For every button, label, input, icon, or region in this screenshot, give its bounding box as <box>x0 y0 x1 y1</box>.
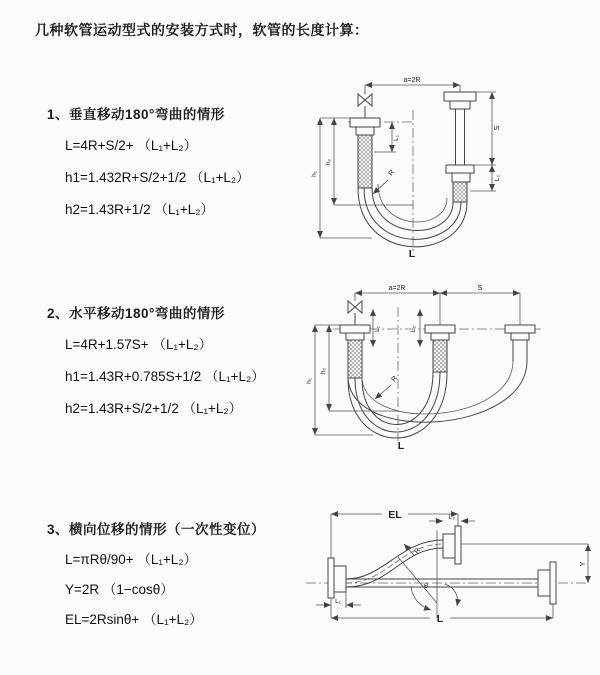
y-label: Y <box>580 561 587 567</box>
dimension-el <box>331 509 458 558</box>
braided-hose <box>453 182 467 202</box>
right-pipe-flanges <box>444 92 476 202</box>
braided-hose <box>433 340 447 372</box>
braided-hose <box>358 135 372 188</box>
section-vertical-180 <box>47 103 250 226</box>
l1-label: L₁ <box>393 135 400 141</box>
dimension-a2r <box>355 285 520 325</box>
bottom-right-flange <box>538 562 556 604</box>
dimension-r <box>373 169 396 194</box>
l-label: L <box>397 440 405 452</box>
r-label: R <box>390 374 400 384</box>
s-label: S <box>477 285 483 292</box>
formula-el: EL=2Rsinθ+ （L₁+L₂） <box>65 612 203 627</box>
l2-label: L₂ <box>494 174 501 182</box>
l1-label: L₁ <box>335 598 341 605</box>
valve-icon <box>358 92 372 118</box>
s-label: S <box>494 125 501 131</box>
u-bend-hose <box>358 184 467 247</box>
dimension-a2r <box>365 77 460 92</box>
diagram-horizontal-180-bend <box>303 281 565 453</box>
l-label: L <box>408 248 416 260</box>
el-label: EL <box>388 509 402 521</box>
diagram-lateral-displacement <box>298 500 600 652</box>
section-3-heading: 3、横向位移的情形（一次性变位） <box>47 522 266 537</box>
theta-label: θ <box>424 583 428 590</box>
a2r-label: a=2R <box>388 285 406 292</box>
dimension-r <box>404 544 422 555</box>
section-2-heading: 2、水平移动180°弯曲的情形 <box>47 306 225 321</box>
dimension-r <box>375 375 399 399</box>
dimension-l1 <box>316 592 361 608</box>
left-pipe-flange <box>340 325 370 378</box>
left-pipe-flange <box>350 118 380 188</box>
valve-icon <box>348 301 362 325</box>
dimension-s <box>440 285 520 293</box>
formula-h2: h2=1.43R+1/2 （L₁+L₂） <box>65 202 215 217</box>
dimension-l <box>331 598 553 625</box>
dimension-l2 <box>429 514 475 521</box>
l1-label: L₁ <box>374 326 381 332</box>
section-horizontal-180 <box>47 302 265 425</box>
diagram-vertical-180-bend <box>312 70 552 262</box>
formula-l: L=4R+S/2+ （L₁+L₂） <box>65 138 198 153</box>
h2-label: h₂ <box>325 158 332 166</box>
h1-label: h₁ <box>306 378 313 384</box>
middle-pipe-flange <box>425 325 455 372</box>
formula-h1: h1=1.43R+0.785S+1/2 （L₁+L₂） <box>65 369 265 384</box>
dimension-h1 <box>306 325 373 435</box>
page-title: 几种软管运动型式的安装方式时，软管的长度计算： <box>35 22 369 38</box>
dimension-y <box>461 544 588 583</box>
h2-label: h₂ <box>320 367 327 375</box>
dimension-l2 <box>410 309 420 347</box>
braided-hose <box>348 340 362 378</box>
dimension-s <box>470 92 501 191</box>
dimension-l1 <box>373 309 381 347</box>
section-lateral-displacement <box>47 518 265 635</box>
top-right-flange <box>443 526 461 564</box>
left-flange <box>328 558 346 598</box>
a2r-label: a=2R <box>403 77 421 84</box>
r-label: R <box>413 547 423 556</box>
formula-h1: h1=1.432R+S/2+1/2 （L₁+L₂） <box>65 170 250 185</box>
section-1-heading: 1、垂直移动180°弯曲的情形 <box>47 107 225 122</box>
curved-hose <box>346 540 443 587</box>
h1-label: h₁ <box>311 171 318 177</box>
formula-h2: h2=1.43R+S/2+1/2 （L₁+L₂） <box>65 401 243 416</box>
l-label: L <box>436 613 444 625</box>
formula-y: Y=2R （1−cosθ） <box>65 582 174 597</box>
r-label: R <box>387 168 397 178</box>
formula-l: L=4R+1.57S+ （L₁+L₂） <box>65 337 213 352</box>
formula-l: L=πRθ/90+ （L₁+L₂） <box>65 552 198 567</box>
l2-label: L₂ <box>410 325 417 333</box>
l2-label: L₂ <box>448 514 456 521</box>
u-bend-hose <box>348 361 527 438</box>
right-pipe-flange <box>505 325 535 361</box>
